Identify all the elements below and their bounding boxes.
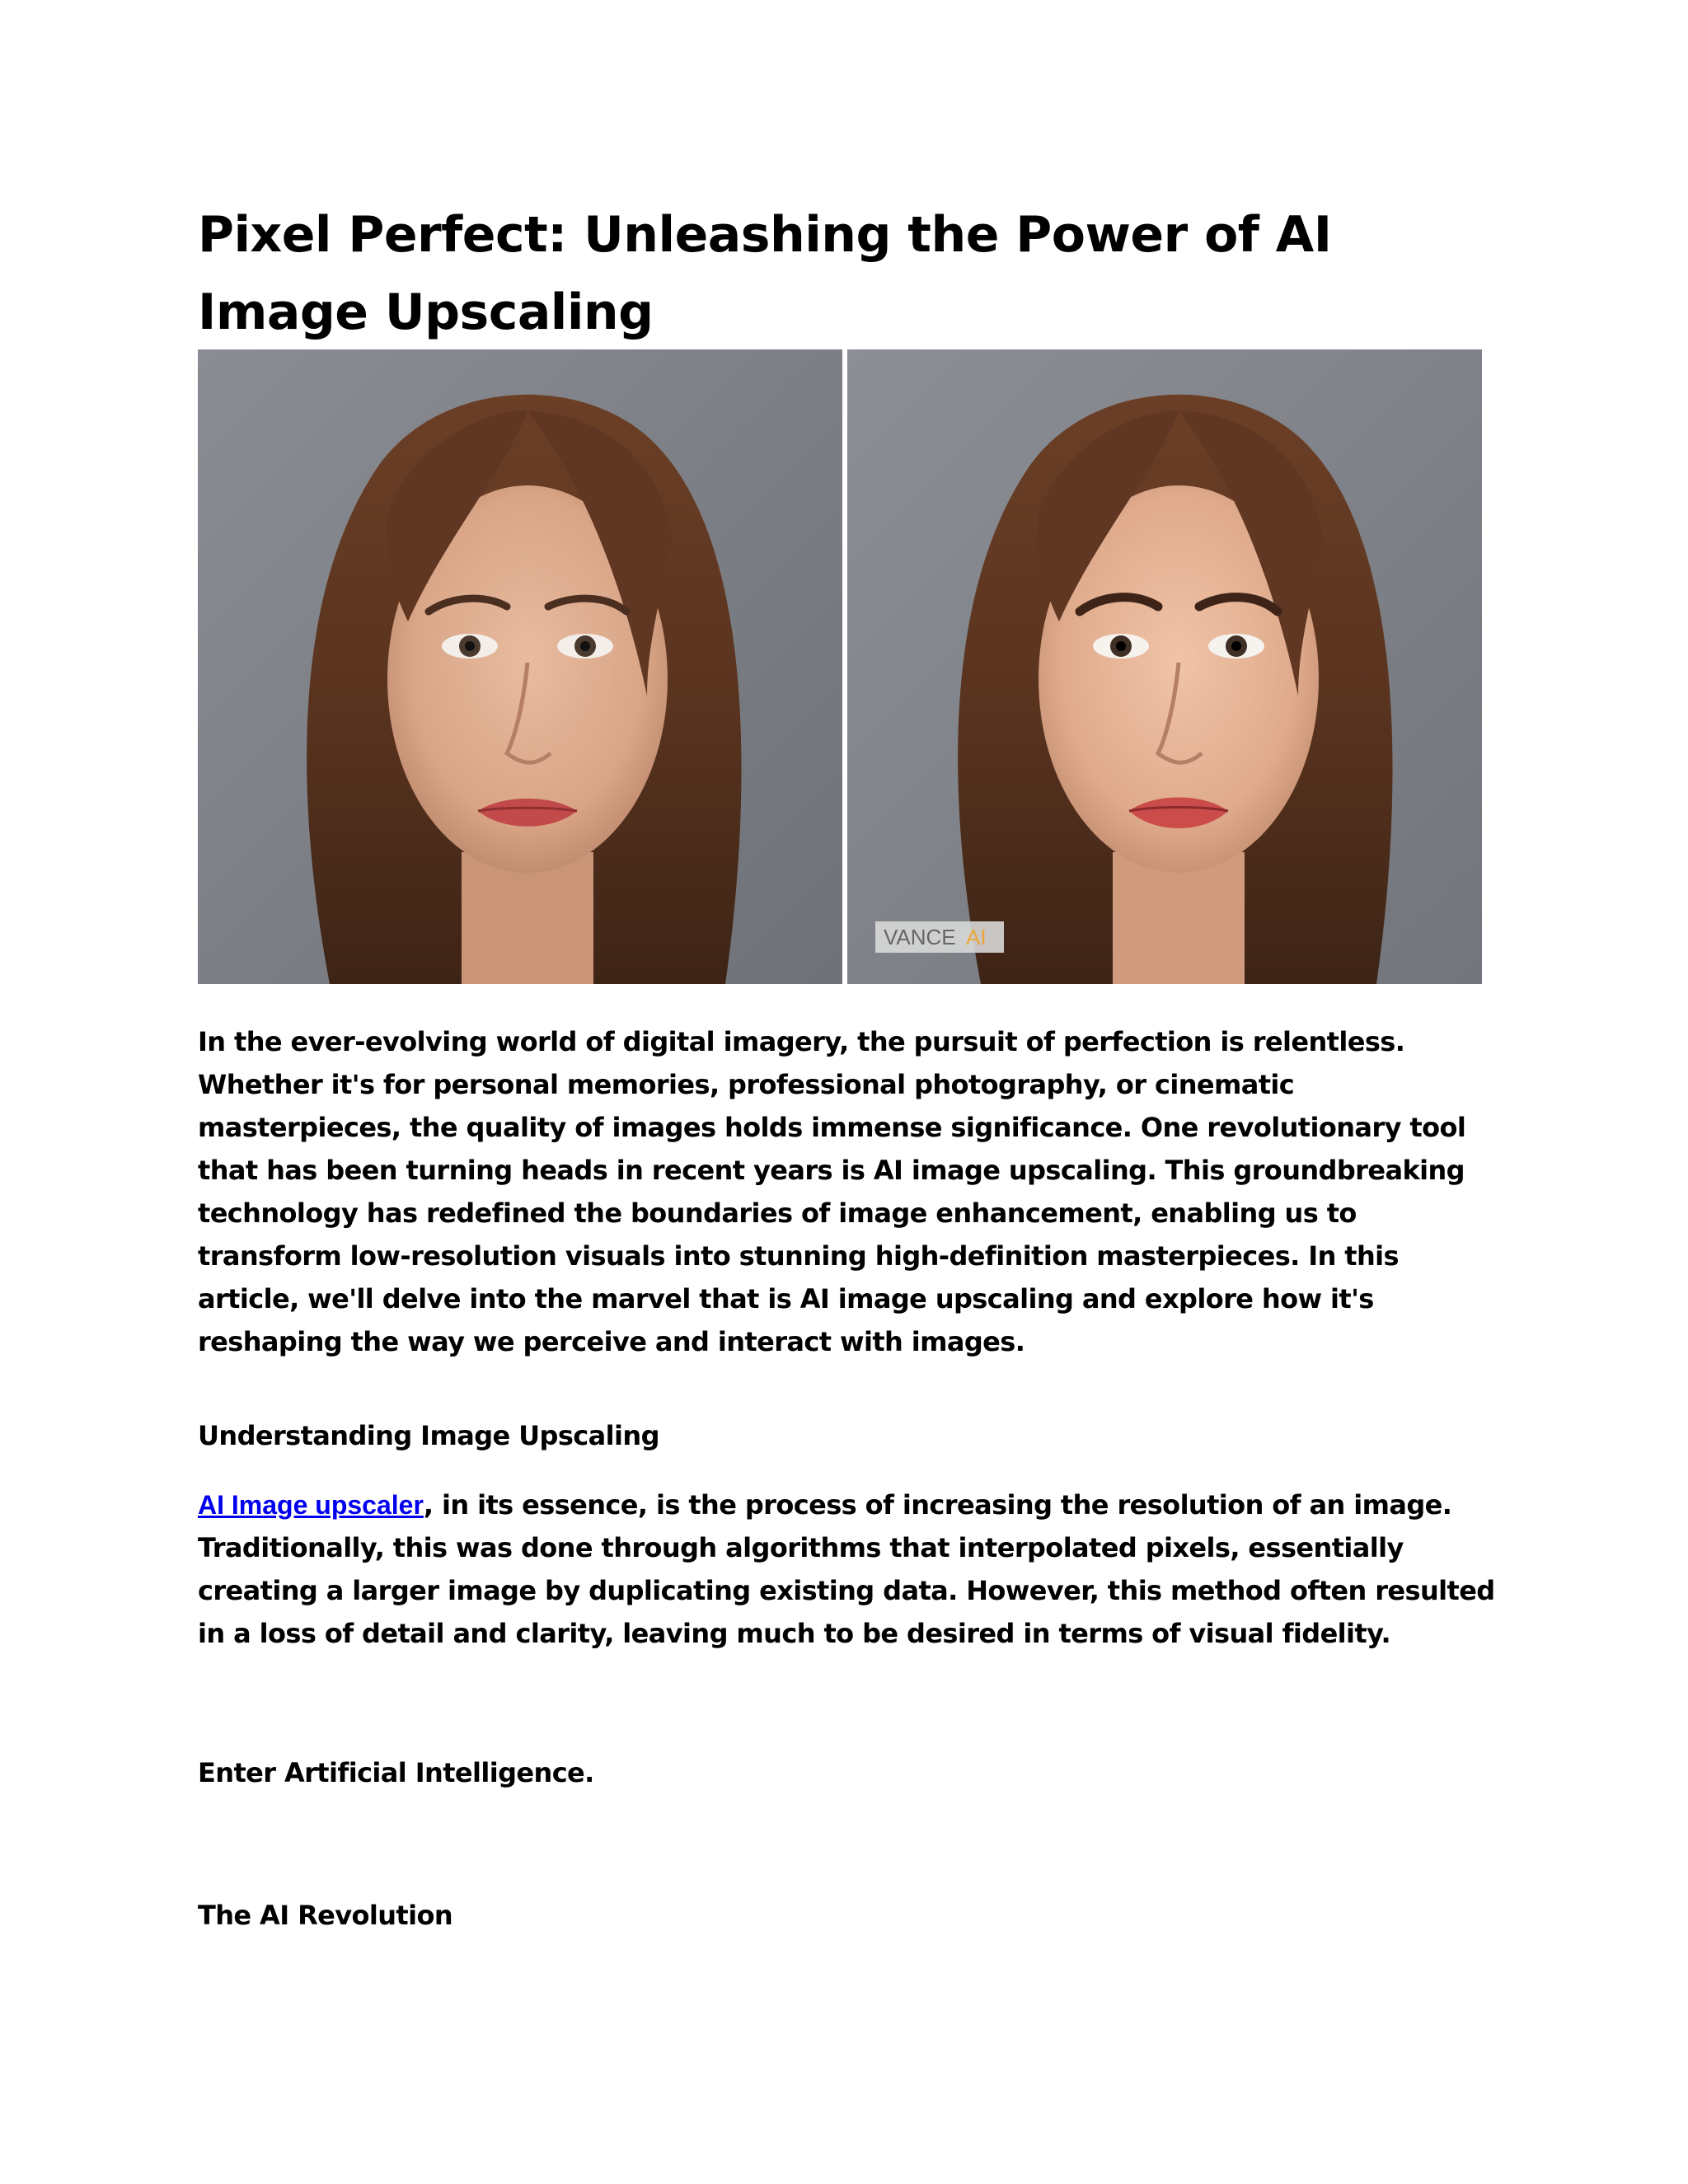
ai-image-upscaler-link[interactable]: AI Image upscaler — [198, 1490, 424, 1520]
watermark-vance: VANCE — [884, 925, 956, 949]
section-paragraph-understanding — [198, 1483, 1500, 1655]
article-title: Pixel Perfect: Unleashing the Power of AI Image Upscaling — [198, 206, 1332, 341]
watermark — [875, 921, 1004, 953]
section-heading-enter-ai: Enter Artificial Intelligence. — [198, 1757, 594, 1788]
after-photo — [847, 349, 1482, 984]
section-heading-understanding: Understanding Image Upscaling — [198, 1420, 659, 1451]
section-heading-ai-revolution: The AI Revolution — [198, 1900, 453, 1931]
before-photo — [198, 349, 842, 984]
hero-image — [198, 349, 1482, 984]
section-paragraph-text: , in its essence, is the process of increasing the resolution of an image. Traditionally, this was done through algorithms that interpolated pixels, essentially creating a larger image by duplicating existing data. However, this method often resulted in a loss of detail and clarity, leaving much to be desired in terms of visual fidelity. — [198, 1489, 1495, 1649]
watermark-ai: AI — [966, 925, 987, 949]
intro-paragraph: In the ever-evolving world of digital imagery, the pursuit of perfection is relentless. Whether it's for personal memories, professional photography, or cinematic masterpieces, the quality of images holds immense significance. One revolutionary tool that has been turning heads in recent years is AI image upscaling. This groundbreaking technology has redefined the boundaries of image enhancement, enabling us to transform low-resolution visuals into stunning high-definition masterpieces. In this article, we'll delve into the marvel that is AI image upscaling and explore how it's reshaping the way we perceive and interact with images. — [198, 1026, 1466, 1357]
